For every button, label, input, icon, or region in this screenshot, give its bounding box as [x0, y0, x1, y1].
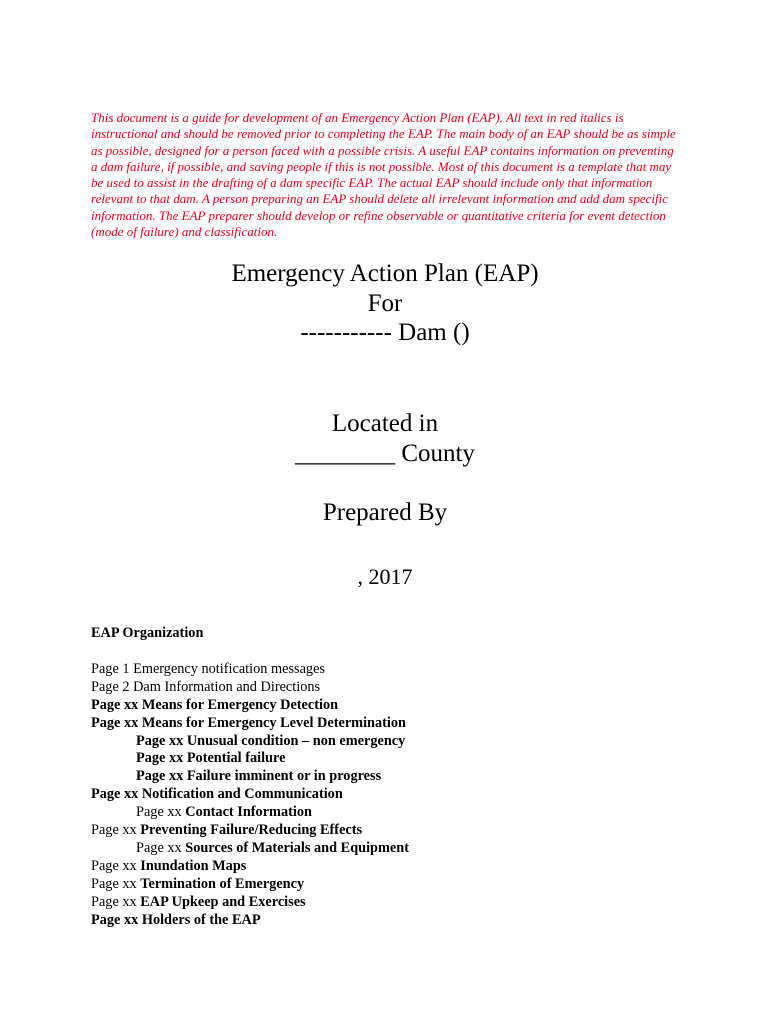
toc-entry — [91, 733, 691, 751]
toc-entry-title: Page xx Unusual condition – non emergency — [136, 732, 406, 749]
toc-entry — [91, 822, 691, 840]
title-line-1: Emergency Action Plan (EAP) — [231, 260, 539, 287]
toc-entry — [91, 697, 691, 715]
eap-organization — [91, 625, 691, 930]
toc-entry-title: Page xx Potential failure — [136, 750, 286, 767]
date-block — [0, 562, 770, 592]
title-line-2: For — [367, 289, 403, 317]
toc-entry-prefix: Page xx — [91, 822, 141, 839]
toc-entry-prefix: Page 2 Dam Information and Directions — [91, 678, 321, 695]
toc-entry — [91, 715, 691, 733]
toc-entry-title: Sources of Materials and Equipment — [185, 839, 409, 856]
toc-entry-prefix: Page xx — [91, 857, 141, 874]
prepared-by-label: Prepared By — [322, 499, 448, 526]
toc-entry-title: Page xx Failure imminent or in progress — [136, 768, 382, 785]
toc-entry-title: Preventing Failure/Reducing Effects — [140, 822, 363, 839]
toc-entry — [91, 804, 691, 822]
toc-entry — [91, 786, 691, 804]
toc-entry-title: Page xx Holders of the EAP — [91, 911, 261, 928]
toc-entry — [91, 858, 691, 876]
toc-entry-prefix: Page xx — [136, 804, 186, 821]
toc-entry — [91, 679, 691, 697]
eap-organization-heading: EAP Organization — [91, 625, 204, 641]
document-title — [0, 259, 770, 348]
title-line-3: ----------- Dam () — [300, 319, 470, 346]
date-line: , 2017 — [357, 564, 413, 589]
location-line-1: Located in — [331, 410, 439, 437]
toc-entry-title: Page xx Notification and Communication — [91, 786, 343, 803]
toc-entry-prefix: Page xx — [91, 875, 141, 892]
toc-entry — [91, 768, 691, 786]
toc-entry-title: Page xx Means for Emergency Level Determination — [91, 714, 406, 731]
toc-entry-title: Termination of Emergency — [140, 875, 305, 892]
toc-entry — [91, 894, 691, 912]
toc-entry — [91, 840, 691, 858]
toc-entry-title: Page xx Means for Emergency Detection — [91, 696, 339, 713]
location-line-2: ________ County — [295, 439, 475, 467]
instructional-text: This document is a guide for development of an Emergency Action Plan (EAP). All text in red italics is instructional and should be removed prior to completing the EAP. The main body of an EAP should be as simple as possible, designed for a person faced with a possible crisis. A useful EAP contains information on preventing a dam failure, if possible, and saving people if this is not possible. Most of this document is a template that may be used to assist in the drafting of a dam specific EAP. The actual EAP should include only that information relevant to that dam. A person preparing an EAP should delete all irrelevant information and add dam specific information. The EAP preparer should develop or refine observable or quantitative criteria for event detection (mode of failure) and classification. — [91, 110, 676, 240]
toc-entry — [91, 912, 691, 930]
toc-entry-prefix: Page xx — [91, 893, 141, 910]
toc-entry-prefix: Page xx — [136, 839, 186, 856]
location-block — [0, 409, 770, 468]
prepared-by — [0, 498, 770, 528]
toc-entry — [91, 876, 691, 894]
toc-entry — [91, 661, 691, 679]
toc-entry — [91, 750, 691, 768]
toc-entry-prefix: Page 1 Emergency notification messages — [91, 660, 325, 677]
toc-entry-title: Contact Information — [185, 804, 312, 821]
toc-entry-title: EAP Upkeep and Exercises — [140, 893, 306, 910]
toc-entry-title: Inundation Maps — [140, 857, 247, 874]
